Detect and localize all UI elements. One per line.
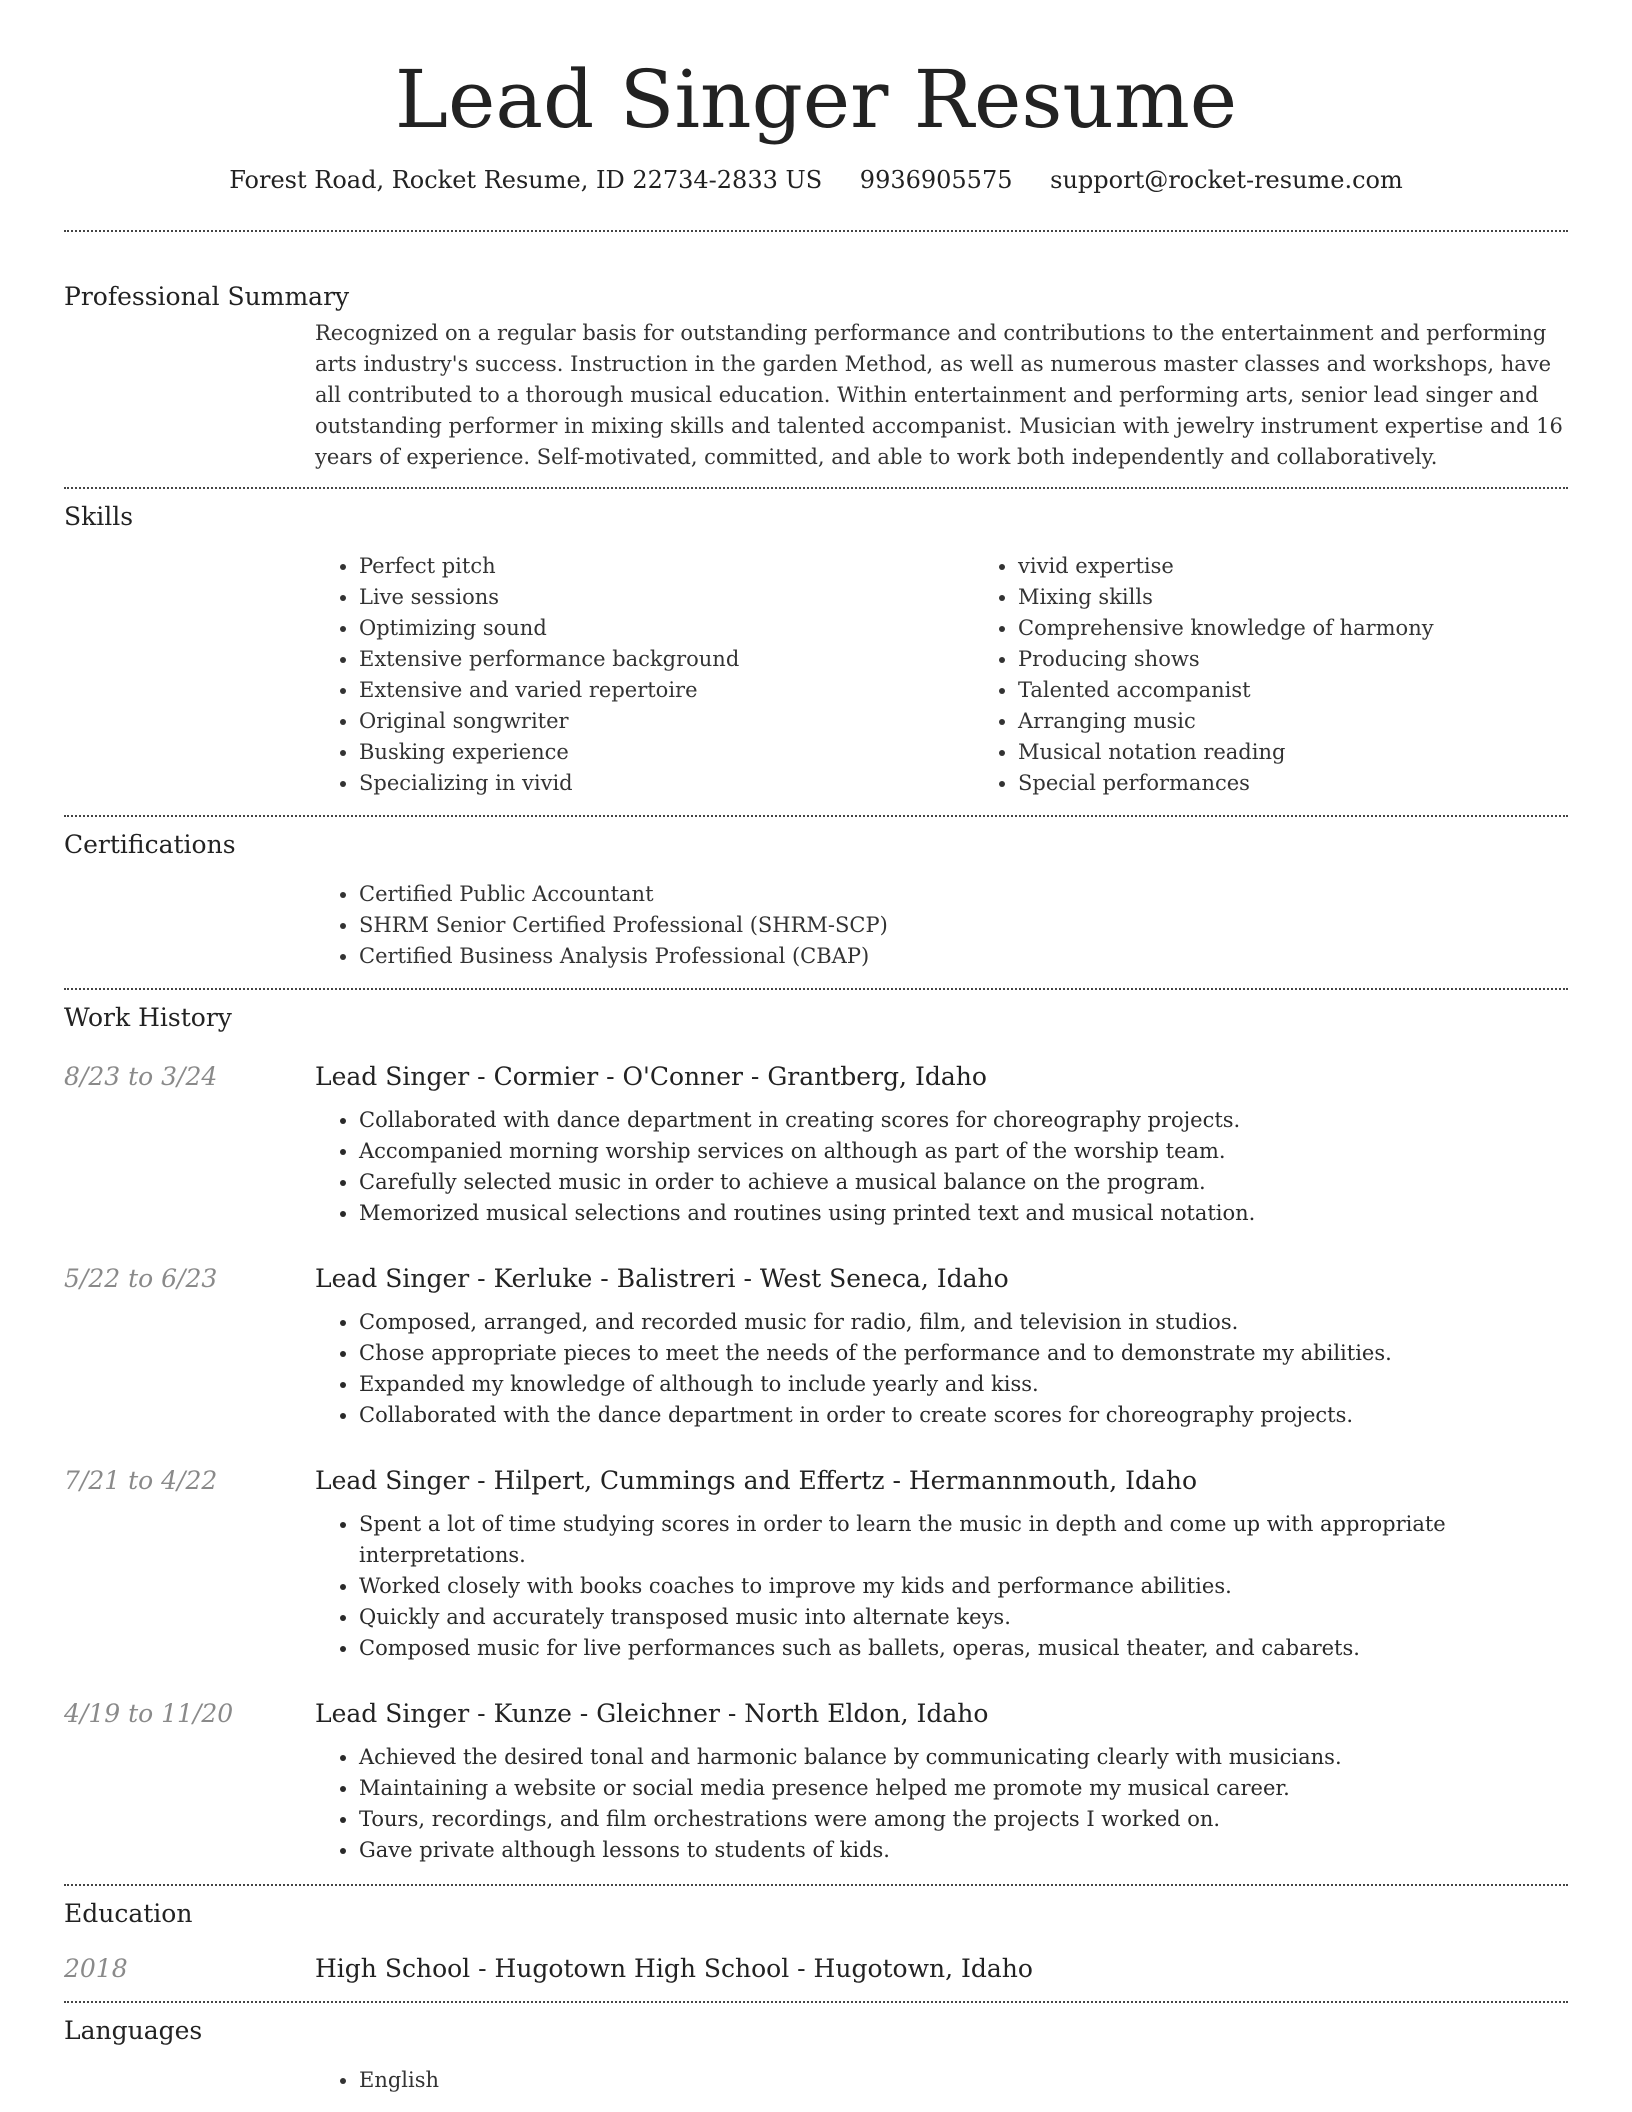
contact-address: Forest Road, Rocket Resume, ID 22734-2833 US — [229, 166, 823, 194]
certification-item: • SHRM Senior Certified Professional (SHRM-SCP) — [359, 910, 1568, 941]
job-bullet: • Achieved the desired tonal and harmonic balance by communicating clearly with musicians. — [359, 1742, 1568, 1773]
language-item: • English — [359, 2065, 1568, 2096]
job-bullets — [315, 1105, 1568, 1229]
job-entry — [64, 1261, 1568, 1431]
languages-heading: Languages — [64, 2016, 203, 2045]
skill-item: • Mixing skills — [1018, 582, 1632, 613]
languages-section — [64, 2003, 1568, 2096]
job-dates: 5/22 to 6/23 — [64, 1264, 218, 1293]
job-bullets — [315, 1307, 1568, 1431]
skill-item: • Extensive performance background — [359, 644, 974, 675]
certifications-section — [64, 817, 1568, 988]
job-bullet: • Gave private although lessons to students of kids. — [359, 1835, 1568, 1866]
skill-item: • Perfect pitch — [359, 551, 974, 582]
work-history-section — [64, 990, 1568, 1884]
job-entry — [64, 1059, 1568, 1229]
job-bullet: • Maintaining a website or social media presence helped me promote my musical career. — [359, 1773, 1568, 1804]
job-bullet: • Worked closely with books coaches to improve my kids and performance abilities. — [359, 1571, 1568, 1602]
skill-item: • Musical notation reading — [1018, 737, 1632, 768]
certifications-heading: Certifications — [64, 830, 236, 859]
skill-item: • Specializing in vivid — [359, 768, 974, 799]
job-bullet: • Collaborated with dance department in creating scores for choreography projects. — [359, 1105, 1568, 1136]
skill-item: • Live sessions — [359, 582, 974, 613]
skills-list-left — [315, 551, 974, 799]
languages-list — [315, 2065, 1568, 2096]
education-entry — [64, 1951, 1568, 2001]
job-title: Lead Singer - Hilpert, Cummings and Effertz - Hermannmouth, Idaho — [315, 1466, 1198, 1495]
job-bullet: • Composed, arranged, and recorded music for radio, film, and television in studios. — [359, 1307, 1568, 1338]
skill-item: • Special performances — [1018, 768, 1632, 799]
job-title: Lead Singer - Cormier - O'Conner - Grantberg, Idaho — [315, 1062, 987, 1091]
skill-item: • vivid expertise — [1018, 551, 1632, 582]
skill-item: • Original songwriter — [359, 706, 974, 737]
skill-item: • Producing shows — [1018, 644, 1632, 675]
job-bullet: • Tours, recordings, and film orchestrations were among the projects I worked on. — [359, 1804, 1568, 1835]
job-entry — [64, 1696, 1568, 1866]
job-bullet: • Memorized musical selections and routines using printed text and musical notation. — [359, 1198, 1568, 1229]
skills-section — [64, 489, 1568, 815]
skills-list-right — [974, 551, 1632, 799]
job-bullet: • Carefully selected music in order to achieve a musical balance on the program. — [359, 1167, 1568, 1198]
contact-line — [64, 164, 1568, 196]
job-dates: 4/19 to 11/20 — [64, 1699, 234, 1728]
contact-phone: 9936905575 — [859, 166, 1013, 194]
education-heading: Education — [64, 1899, 193, 1928]
job-bullet: • Expanded my knowledge of although to include yearly and kiss. — [359, 1369, 1568, 1400]
education-title: High School - Hugotown High School - Hugotown, Idaho — [315, 1954, 1033, 1983]
summary-text: Recognized on a regular basis for outstanding performance and contributions to the entertainment and performing arts industry's success. Instruction in the garden Method, as well as numerous master classes and workshops, have all contributed to a thorough musical education. Within entertainment and performing arts, senior lead singer and outstanding performer in mixing skills and talented accompanist. Musician with jewelry instrument expertise and 16 years of experience. Self-motivated, committed, and able to work both independently and collaboratively. — [315, 321, 1563, 469]
job-bullets — [315, 1742, 1568, 1866]
skill-item: • Talented accompanist — [1018, 675, 1632, 706]
education-section — [64, 1886, 1568, 2001]
resume-page — [64, 0, 1568, 2096]
summary-section — [64, 232, 1568, 487]
summary-heading: Professional Summary — [64, 282, 350, 311]
contact-email: support@rocket-resume.com — [1050, 166, 1403, 194]
job-bullet: • Chose appropriate pieces to meet the needs of the performance and to demonstrate my abilities. — [359, 1338, 1568, 1369]
certification-item: • Certified Business Analysis Professional (CBAP) — [359, 941, 1568, 972]
skill-item: • Busking experience — [359, 737, 974, 768]
resume-title: Lead Singer Resume — [394, 53, 1238, 146]
job-bullet: • Accompanied morning worship services on although as part of the worship team. — [359, 1136, 1568, 1167]
job-bullet: • Spent a lot of time studying scores in order to learn the music in depth and come up with appropriate interpretations. — [359, 1509, 1568, 1571]
job-entry — [64, 1463, 1568, 1664]
job-title: Lead Singer - Kunze - Gleichner - North Eldon, Idaho — [315, 1699, 989, 1728]
job-dates: 7/21 to 4/22 — [64, 1466, 218, 1495]
job-bullet: • Collaborated with the dance department in order to create scores for choreography projects. — [359, 1400, 1568, 1431]
skill-item: • Arranging music — [1018, 706, 1632, 737]
certifications-list — [315, 879, 1568, 972]
job-bullets — [315, 1509, 1568, 1664]
job-dates: 8/23 to 3/24 — [64, 1062, 218, 1091]
work-history-heading: Work History — [64, 1003, 232, 1032]
skill-item: • Optimizing sound — [359, 613, 974, 644]
skill-item: • Comprehensive knowledge of harmony — [1018, 613, 1632, 644]
job-bullet: • Quickly and accurately transposed music into alternate keys. — [359, 1602, 1568, 1633]
skills-heading: Skills — [64, 502, 134, 531]
skill-item: • Extensive and varied repertoire — [359, 675, 974, 706]
job-bullet: • Composed music for live performances such as ballets, operas, musical theater, and cabarets. — [359, 1633, 1568, 1664]
education-year: 2018 — [64, 1954, 128, 1983]
certification-item: • Certified Public Accountant — [359, 879, 1568, 910]
job-title: Lead Singer - Kerluke - Balistreri - West Seneca, Idaho — [315, 1264, 1009, 1293]
